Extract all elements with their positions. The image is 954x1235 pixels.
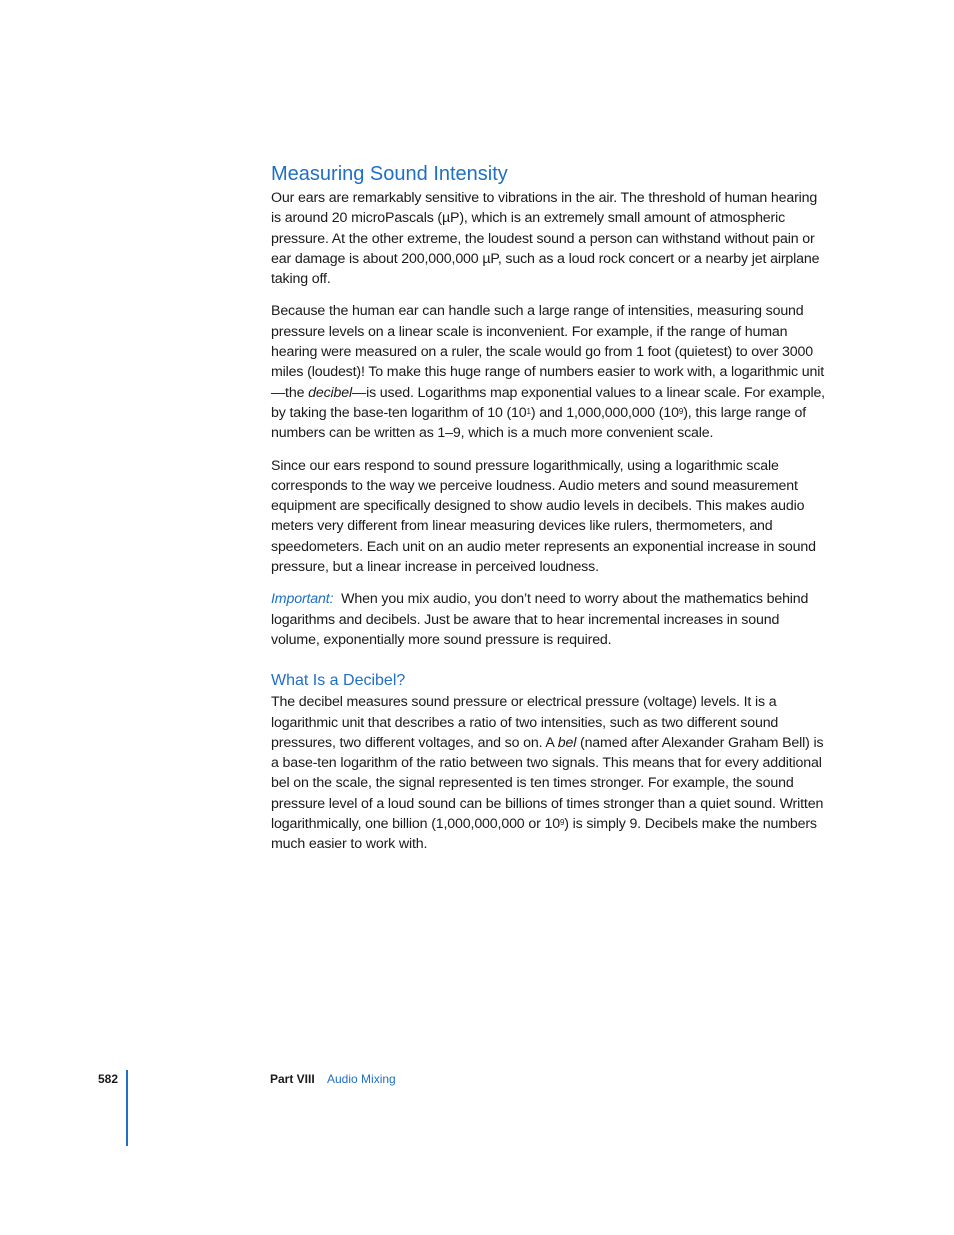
footer-part-label: Part VIII bbox=[270, 1072, 315, 1086]
paragraph-logarithmic-scale bbox=[271, 301, 827, 443]
text-run: (named after Alexander Graham Bell) is a base-ten logarithm of the ratio between two signals. This means that for every additional bel on the scale, the signal represented is ten times stronger. For example, the sound pressure level of a loud sound can be billions of times stronger than a quiet sound. Written logarithmically, one billion (1,000,000,000 or 10 bbox=[271, 734, 824, 833]
section-title: Measuring Sound Intensity bbox=[271, 163, 508, 185]
superscript: 9 bbox=[678, 406, 684, 416]
text-run: —is used. Logarithms map exponential values to a linear scale. For example, by taking the base-ten logarithm of 10 (10 bbox=[271, 384, 825, 421]
text-run: ) and 1,000,000,000 (10 bbox=[530, 404, 679, 421]
paragraph-hearing-threshold: Our ears are remarkably sensitive to vibrations in the air. The threshold of human hearing is around 20 microPascals (µP), which is an extremely small amount of atmospheric pressure. At the other extreme, the loudest sound a person can withstand without pain or ear damage is about 200,000,000 µP, such as a loud rock concert or a nearby jet airplane taking off. bbox=[271, 190, 820, 288]
emphasis-decibel: decibel bbox=[308, 384, 353, 401]
footer-divider bbox=[126, 1070, 128, 1146]
important-label: Important: bbox=[271, 591, 334, 608]
page-number: 582 bbox=[98, 1072, 119, 1086]
text-run: The decibel measures sound pressure or electrical pressure (voltage) levels. It is a logarithmic unit that describes a ratio of two intensities, such as two different sound pressures, two different voltages, and so on. A bbox=[271, 694, 779, 751]
footer-chapter-label: Audio Mixing bbox=[327, 1072, 396, 1086]
text-run: ), this large range of numbers can be written as 1–9, which is a much more convenient scale. bbox=[271, 404, 807, 442]
text-run: Because the human ear can handle such a large range of intensities, measuring sound pressure levels on a linear scale is inconvenient. For example, if the range of human hearing were measured on a ruler, the scale would go from 1 foot (quietest) to over 3000 miles (loudest)! To make this huge range of numbers easier to work with, a logarithmic unit—the bbox=[271, 303, 825, 401]
superscript: 9 bbox=[559, 818, 565, 828]
superscript: 1 bbox=[526, 406, 531, 416]
important-text: When you mix audio, you don’t need to worry about the mathematics behind logarithms and decibels. Just be aware that to hear incremental increases in sound volume, exponentially more sound pressure is required. bbox=[271, 591, 809, 648]
page-content bbox=[271, 160, 827, 855]
text-run: ) is simply 9. Decibels make the numbers much easier to work with. bbox=[271, 816, 817, 853]
important-note bbox=[271, 589, 827, 650]
subsection-title: What Is a Decibel? bbox=[271, 672, 406, 690]
paragraph-decibel-definition bbox=[271, 692, 827, 854]
paragraph-perceived-loudness: Since our ears respond to sound pressure logarithmically, using a logarithmic scale corresponds to the way we perceive loudness. Audio meters and sound measurement equipment are specifically designed to show audio levels in decibels. This makes audio meters very different from linear measuring devices like rulers, thermometers, and speedometers. Each unit on an audio meter represents an exponential increase in sound pressure, but a linear increase in perceived loudness. bbox=[271, 457, 816, 576]
emphasis-bel: bel bbox=[557, 734, 577, 751]
